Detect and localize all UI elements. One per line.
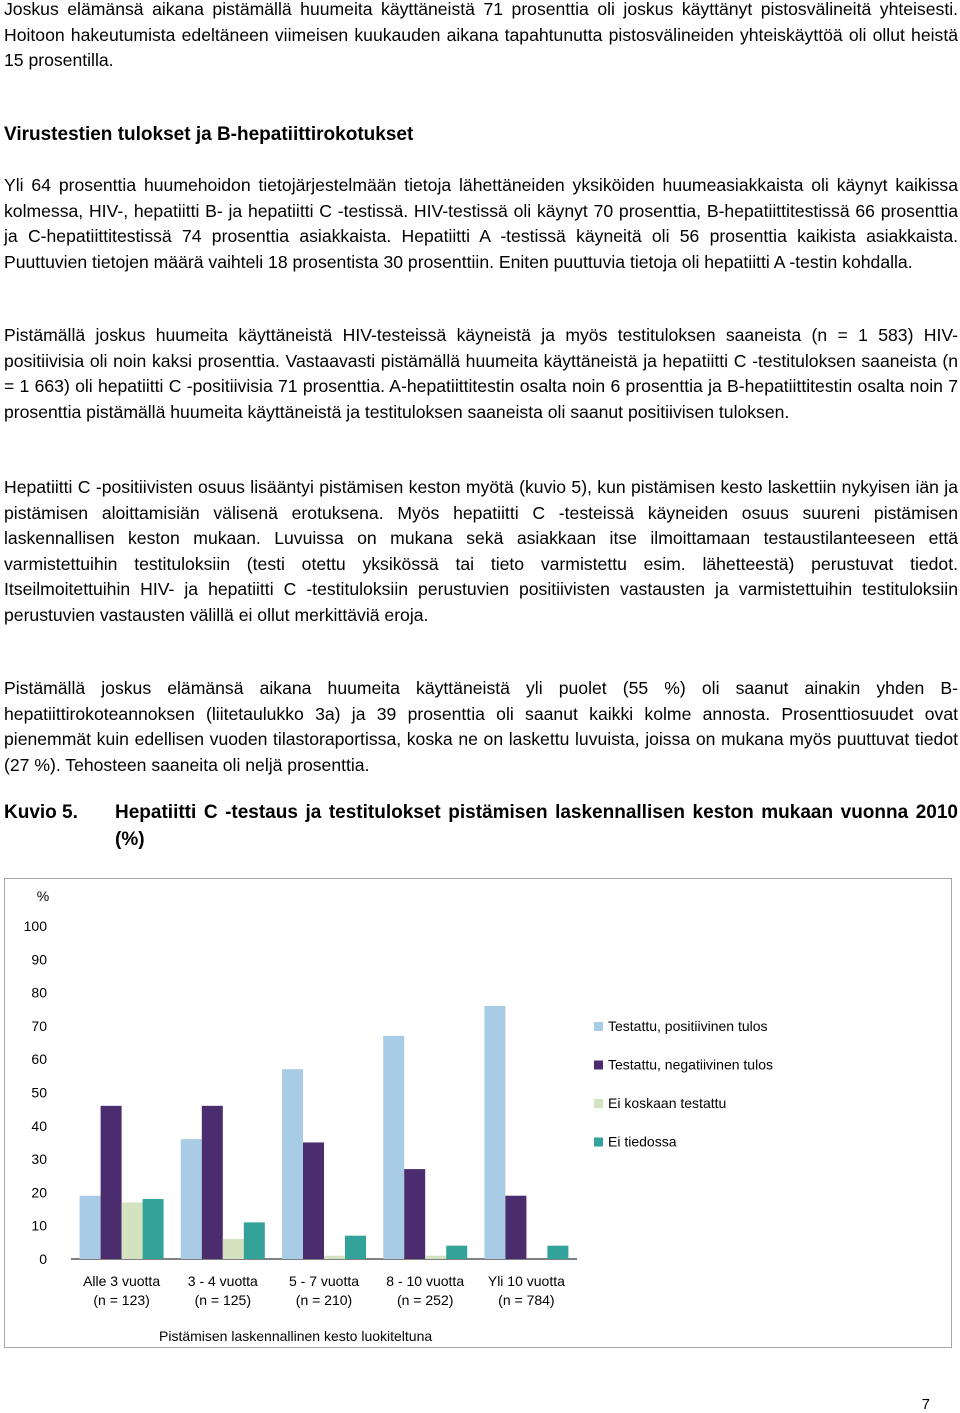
x-tick-label: 5 - 7 vuotta [288, 1273, 360, 1289]
paragraph-3: Hepatiitti C -positiivisten osuus lisääntyi pistämisen keston myötä (kuvio 5), kun pistämisen kesto laskettiin nykyisen iän ja pistämisen aloittamisiän välisenä erotuksena. Myös hepatiitti C -testeissä käyneiden osuus suureni pistämisen laskennallisen keston mukaan. Luvuissa on mukana sekä asiakkaan itse ilmoittamaan testaustilanteeseen että varmistettuihin testituloksiin (testi otettu yksikössä tai tieto varmistettu esim. lähetteestä) perustuvat tiedot. Itseilmoitettuihin HIV- ja hepatiitti C -testituloksiin perustuvien positiivisten vastausten ja varmistettuihin testituloksiin perustuvien vastausten välillä ei ollut merkittäviä eroja. [4, 477, 958, 625]
paragraph-1: Yli 64 prosenttia huumehoidon tietojärjestelmään tietoja lähettäneiden yksiköiden huumeasiakkaista oli käynyt kaikissa kolmessa, HIV-, hepatiitti B- ja hepatiitti C -testissä. HIV-testissä oli käynyt 70 prosenttia, B-hepatiittitestissä 66 prosenttia ja C-hepatiittitestissä 74 prosenttia asiakkaista. Hepatiitti A -testissä käyneitä oli 56 prosenttia kaikista asiakkaista. Puuttuvien tietojen määrä vaihteli 18 prosentista 30 prosenttiin. Eniten puuttuvia tietoja oli hepatiitti A -testin kohdalla. [4, 175, 958, 272]
x-axis-label: Pistämisen laskennallinen kesto luokiteltuna [159, 1328, 433, 1344]
bar-chart [5, 879, 951, 1347]
bar [404, 1169, 425, 1259]
bar [282, 1069, 303, 1259]
x-tick-label: Yli 10 vuotta [487, 1273, 565, 1289]
paragraph-intro: Joskus elämänsä aikana pistämällä huumeita käyttäneistä 71 prosenttia oli joskus käyttänyt pistosvälineitä yhteisesti. Hoitoon hakeutumista edeltäneen viimeisen kuukauden aikana tapahtunutta pistosvälineiden yhteiskäyttöä oli ollut heistä 15 prosentilla. [4, 0, 958, 70]
y-tick-label: 0 [39, 1251, 47, 1267]
y-tick-label: 60 [31, 1051, 47, 1068]
bar [547, 1246, 568, 1259]
bar [181, 1139, 202, 1259]
bar [345, 1236, 366, 1259]
y-tick-label: 100 [23, 918, 47, 934]
bar [303, 1142, 324, 1259]
section-heading: Virustestien tulokset ja B-hepatiittirokotukset [4, 124, 414, 145]
x-tick-label-n: (n = 252) [396, 1292, 454, 1308]
y-tick-label: 50 [31, 1084, 47, 1101]
bar [101, 1106, 122, 1259]
bar [383, 1036, 404, 1259]
page-number: 7 [921, 1396, 930, 1413]
bar [244, 1222, 265, 1259]
legend-entry: Testattu, positiivinen tulos [608, 1018, 768, 1034]
legend-entry: Ei tiedossa [608, 1133, 677, 1150]
bar [80, 1196, 101, 1259]
bar [223, 1239, 244, 1259]
bar [425, 1256, 446, 1259]
chart-frame [4, 878, 952, 1348]
legend-swatch [594, 1022, 603, 1031]
legend-swatch [594, 1099, 603, 1108]
x-tick-label-n: (n = 125) [194, 1292, 252, 1308]
bar [505, 1196, 526, 1259]
x-tick-label: Alle 3 vuotta [83, 1273, 161, 1289]
y-tick-label: 90 [31, 951, 47, 968]
bar [324, 1256, 345, 1259]
bar [122, 1202, 143, 1259]
x-tick-label-n: (n = 210) [295, 1292, 353, 1308]
legend-swatch [594, 1138, 603, 1147]
y-axis-label: % [36, 888, 50, 904]
y-tick-label: 30 [31, 1151, 47, 1168]
x-tick-label: 3 - 4 vuotta [187, 1273, 258, 1289]
legend-swatch [594, 1061, 603, 1070]
bar [446, 1246, 467, 1259]
y-tick-label: 80 [31, 984, 47, 1001]
y-tick-label: 20 [31, 1184, 47, 1201]
paragraph-2: Pistämällä joskus huumeita käyttäneistä HIV-testeissä käyneistä ja myös testituloksen saaneista (n = 1 583) HIV-positiivisia oli noin kaksi prosenttia. Vastaavasti pistämällä huumeita käyttäneistä ja hepatiitti C -testituloksen saaneista (n = 1 663) oli hepatiitti C -positiivisia 71 prosenttia. A-hepatiittitestin osalta noin 6 prosenttia ja B-hepatiittitestin osalta noin 7 prosenttia pistämällä huumeita käyttäneistä ja testituloksen saaneista oli saanut positiivisen tuloksen. [4, 325, 958, 422]
x-tick-label-n: (n = 123) [93, 1292, 150, 1308]
y-tick-label: 70 [31, 1017, 47, 1034]
figure-title: Hepatiitti C -testaus ja testitulokset pistämisen laskennallisen keston mukaan vuonna 2010 (%) [115, 802, 958, 850]
bar [484, 1006, 505, 1259]
bar [143, 1199, 164, 1259]
figure-label: Kuvio 5. [4, 802, 78, 823]
y-tick-label: 10 [31, 1217, 47, 1234]
legend-entry: Testattu, negatiivinen tulos [608, 1056, 773, 1073]
bar [202, 1106, 223, 1259]
x-tick-label: 8 - 10 vuotta [386, 1273, 465, 1289]
y-tick-label: 40 [31, 1117, 47, 1134]
x-tick-label-n: (n = 784) [498, 1292, 555, 1308]
paragraph-4: Pistämällä joskus elämänsä aikana huumeita käyttäneistä yli puolet (55 %) oli saanut ainakin yhden B-hepatiittirokoteannoksen (liitetaulukko 3a) ja 39 prosenttia oli saanut kaikki kolme annosta. Prosenttiosuudet ovat pienemmät kuin edellisen vuoden tilastoraportissa, koska ne on laskettu luvuista, joissa on mukana myös puuttuvat tiedot (27 %). Tehosteen saaneita oli neljä prosenttia. [4, 678, 958, 775]
legend-entry: Ei koskaan testattu [608, 1095, 727, 1111]
